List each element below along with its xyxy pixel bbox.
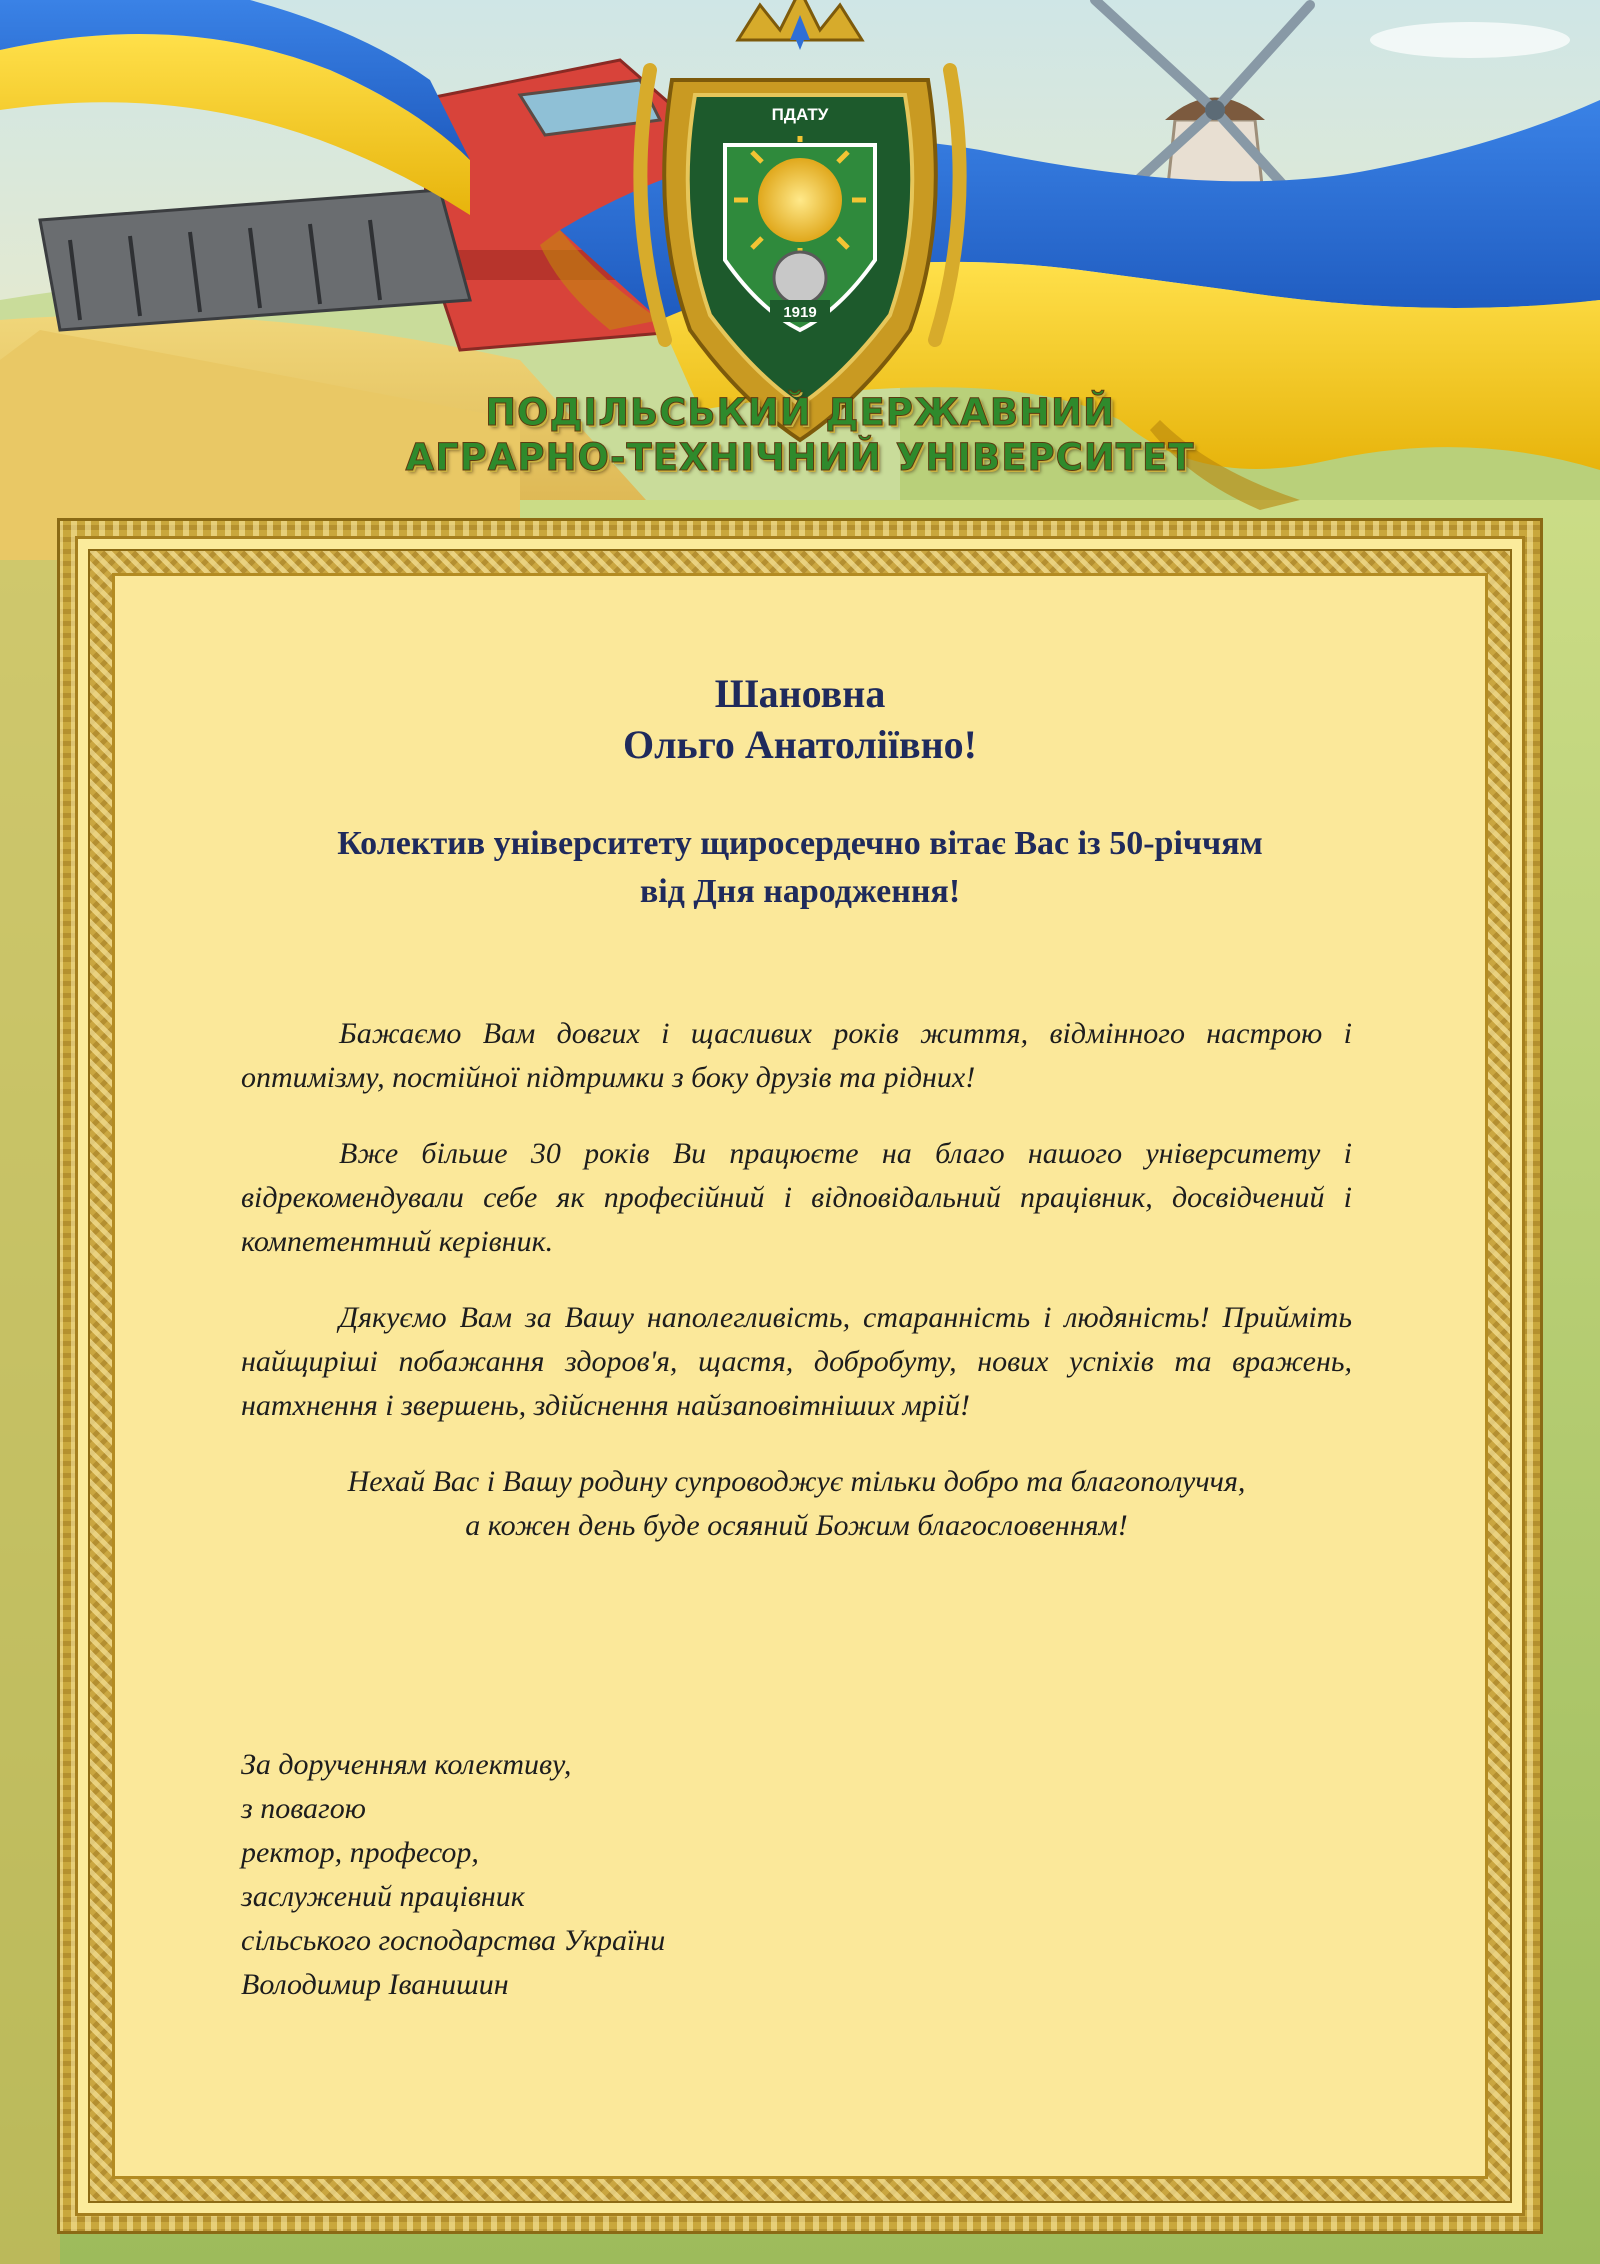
salutation [115,668,1485,770]
university-name-line2: АГРАРНО-ТЕХНІЧНИЙ УНІВЕРСИТЕТ [405,436,1195,479]
congratulation-line: від Дня народження! [639,873,961,910]
letter-paper [112,573,1488,2179]
signature-line: За дорученням колективу, [241,1748,572,1781]
congratulation-line: Колектив університету щиросердечно вітає Вас із 50-річчям [337,825,1263,862]
salutation-line: Шановна [714,671,886,716]
frame-ornament-band [88,549,1512,2203]
signature-line: з повагою [241,1792,366,1825]
closing-line: Нехай Вас і Вашу родину супроводжує тільки добро та благополуччя, [347,1465,1246,1498]
body-paragraph: Бажаємо Вам довгих і щасливих років життя, відмінного настрою і оптимізму, постійної підтримки з боку друзів та рідних! [241,1017,1352,1094]
frame-inner-band [75,536,1525,2216]
signature-block [241,1743,665,2007]
signature-line: ректор, професор, [241,1836,479,1869]
closing-line: а кожен день буде осяяний Божим благословенням! [465,1509,1128,1542]
letter-frame [57,518,1543,2234]
university-name-line1: ПОДІЛЬСЬКИЙ ДЕРЖАВНИЙ [485,391,1115,434]
crest-abbreviation: ПДАТУ [771,105,829,124]
signature-line: заслужений працівник [241,1880,525,1913]
wheat-left-edge [0,520,60,2264]
crest-year: 1919 [783,304,817,321]
cloud [1370,22,1570,58]
signatory-name: Володимир Іванишин [241,1968,509,2001]
letter-body [241,1012,1352,1580]
addressee-name: Ольго Анатоліївно! [622,722,977,767]
body-paragraph: Дякуємо Вам за Вашу наполегливість, старанність і людяність! Прийміть найщиріші побажання здоров'я, щастя, добробуту, нових успіхів та вражень, натхнення і звершень, здійснення найзаповітніших мрій! [241,1301,1352,1422]
closing-wish [241,1460,1352,1548]
congratulation-heading [115,820,1485,916]
signature-line: сільського господарства України [241,1924,666,1957]
body-paragraph: Вже більше 30 років Ви працюєте на благо нашого університету і відрекомендували себе як професійний і відповідальний працівник, досвідчений і компетентний керівник. [241,1137,1352,1258]
